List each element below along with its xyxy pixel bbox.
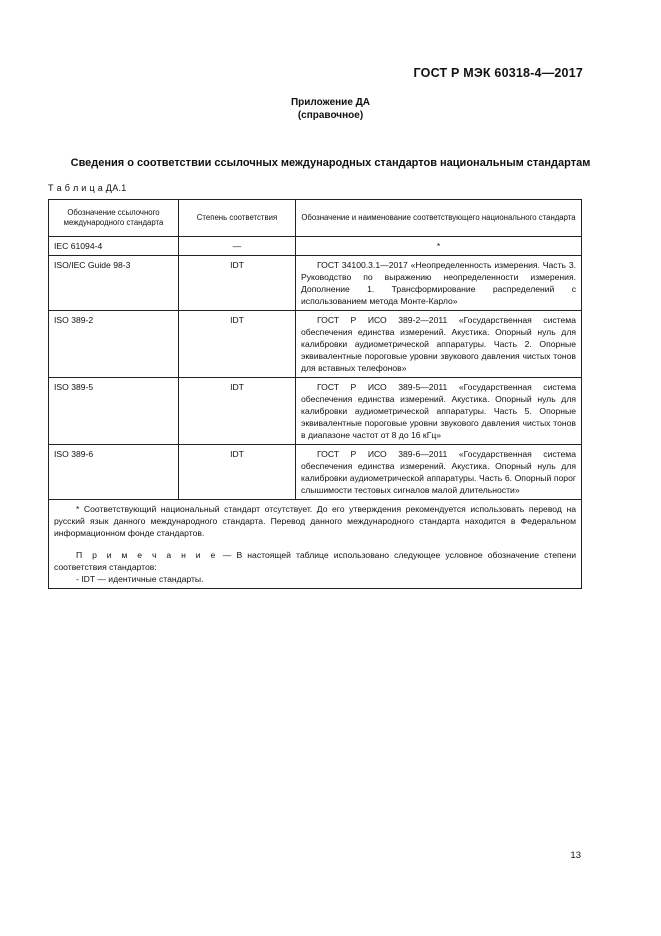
cell-national-text: ГОСТ Р ИСО 389-5—2011 «Государственная система обеспечения единства измерений. Акустика. Опорный нуль для калибровки аудиометрической аппаратуры. Часть 5. Опорные эквивалентные пороговые уровни звукового давления чистых тонов в диапазоне частот от 8 до 16 кГц» [301, 382, 576, 440]
table-row [49, 237, 582, 256]
note-paragraph [54, 549, 576, 573]
section-title: Сведения о соответствии ссылочных международных стандартов национальным стандартам [70, 157, 591, 169]
header-degree: Степень соответствия [179, 200, 296, 237]
table-row [49, 256, 582, 311]
cell-national [296, 256, 582, 311]
note-item: - IDT — идентичные стандарты. [76, 574, 204, 584]
cell-reference: ISO 389-2 [49, 311, 179, 378]
appendix-subtitle: (справочное) [297, 110, 364, 121]
note-text: — В настоящей таблице использовано следующее условное обозначение степени соответствия стандартов: [54, 550, 577, 572]
cell-national-text: ГОСТ Р ИСО 389-2—2011 «Государственная система обеспечения единства измерений. Акустика. Опорный нуль для калибровки аудиометрической аппаратуры. Часть 2. Опорные эквивалентные пороговые уровни звукового давления чистых тонов для вставных телефонов» [301, 315, 576, 373]
cell-national: * [296, 237, 582, 256]
appendix-title: Приложение ДА [290, 97, 371, 108]
cell-reference: IEC 61094-4 [49, 237, 179, 256]
appendix-heading [0, 96, 661, 122]
cell-reference: ISO 389-6 [49, 445, 179, 500]
footnote-text: * Соответствующий национальный стандарт отсутствует. До его утверждения рекомендуется использовать перевод на русский язык данного международного стандарта. Перевод данного международного стандарта находится в Федеральном информационном фонде стандартов. [54, 504, 576, 538]
cell-degree: IDT [179, 378, 296, 445]
cell-national-text: ГОСТ Р ИСО 389-6—2011 «Государственная система обеспечения единства измерений. Акустика. Опорный нуль для калибровки аудиометрической аппаратуры. Часть 6. Опорный порог слышимости тестовых сигналов малой длительности» [301, 449, 576, 495]
cell-national [296, 378, 582, 445]
cell-degree: — [179, 237, 296, 256]
cell-degree: IDT [179, 445, 296, 500]
header-reference-standard: Обозначение ссылочного международного стандарта [49, 200, 179, 237]
cell-degree: IDT [179, 311, 296, 378]
document-standard-id: ГОСТ Р МЭК 60318-4—2017 [413, 66, 583, 80]
cell-national [296, 311, 582, 378]
cell-national [296, 445, 582, 500]
table-row [49, 311, 582, 378]
page-number: 13 [570, 850, 581, 861]
table-header-row [49, 200, 582, 237]
correspondence-table [48, 199, 582, 589]
cell-reference: ISO/IEC Guide 98-3 [49, 256, 179, 311]
cell-national-text: ГОСТ 34100.3.1—2017 «Неопределенность измерения. Часть 3. Руководство по выражению неопределенности измерения. Дополнение 1. Трансформирование распределений с использованием метода Монте-Карло» [301, 260, 576, 306]
note-label: П р и м е ч а н и е [76, 550, 218, 560]
header-national-standard: Обозначение и наименование соответствующего национального стандарта [296, 200, 582, 237]
table-footnote-cell [49, 500, 582, 589]
cell-degree: IDT [179, 256, 296, 311]
table-row [49, 378, 582, 445]
cell-reference: ISO 389-5 [49, 378, 179, 445]
table-footnote-row [49, 500, 582, 589]
table-row [49, 445, 582, 500]
table-label: Т а б л и ц а ДА.1 [48, 183, 127, 193]
